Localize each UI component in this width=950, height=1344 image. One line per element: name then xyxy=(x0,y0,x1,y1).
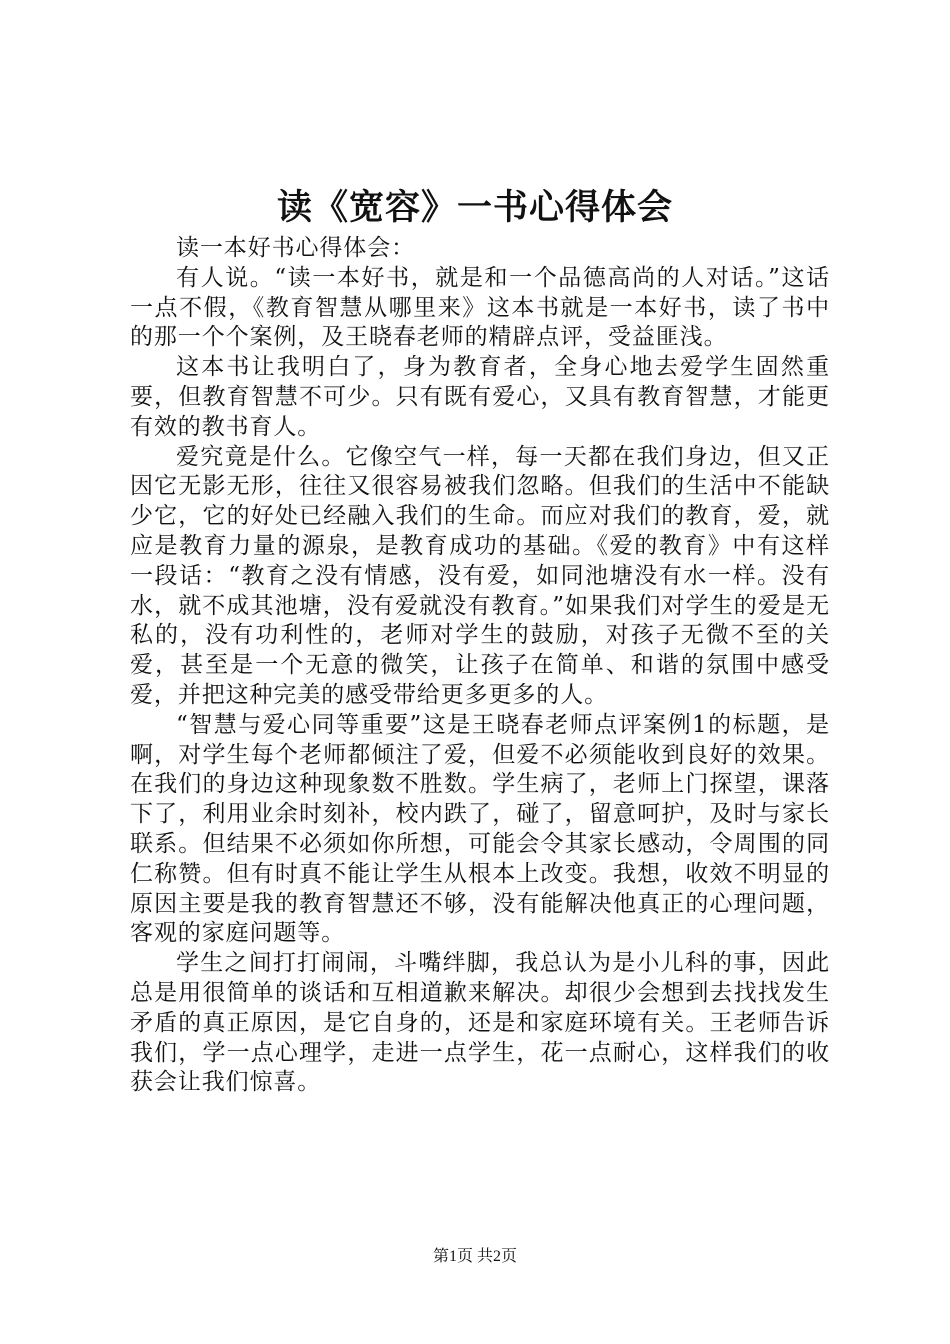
document-title: 读《宽容》一书心得体会 xyxy=(276,187,673,228)
paragraph-1: 有人说。“读一本好书，就是和一个品德高尚的人对话。”这话一点不假，《教育智慧从哪里来》这本书就是一本好书，读了书中的那一个个案例，及王晓春老师的精辟点评，受益匪浅。 xyxy=(130,264,830,351)
page-footer: 第1页 共2页 xyxy=(432,1248,517,1265)
paragraph-3: 爱究竟是什么。它像空气一样，每一天都在我们身边，但又正因它无影无形，往往又很容易被我们忽略。但我们的生活中不能缺少它，它的好处已经融入我们的生命。而应对我们的教育，爱，就应是教育力量的源泉，是教育成功的基础。《爱的教育》中有这样一段话：“教育之没有情感，没有爱，如同池塘没有水一样。没有水，就不成其池塘，没有爱就没有教育。”如果我们对学生的爱是无私的，没有功利性的，老师对学生的鼓励，对孩子无微不至的关爱，甚至是一个无意的微笑，让孩子在简单、和谐的氛围中感受爱，并把这种完美的感受带给更多更多的人。 xyxy=(130,443,830,708)
paragraph-5: 学生之间打打闹闹，斗嘴绊脚，我总认为是小儿科的事，因此总是用很简单的谈话和互相道歉来解决。却很少会想到去找找发生矛盾的真正原因，是它自身的，还是和家庭环境有关。王老师告诉我们，学一点心理学，走进一点学生，花一点耐心，这样我们的收获会让我们惊喜。 xyxy=(130,950,830,1096)
paragraph-intro: 读一本好书心得体会： xyxy=(176,235,415,261)
paragraph-4: “智慧与爱心同等重要”这是王晓春老师点评案例1的标题，是啊，对学生每个老师都倾注了爱，但爱不必须能收到良好的效果。在我们的身边这种现象数不胜数。学生病了，老师上门探望，课落下了，利用业余时刻补，校内跌了，碰了，留意呵护，及时与家长联系。但结果不必须如你所想，可能会令其家长感动，令周围的同仁称赞。但有时真不能让学生从根本上改变。我想，收效不明显的原因主要是我的教育智慧还不够，没有能解决他真正的心理问题，客观的家庭问题等。 xyxy=(130,711,830,947)
paragraph-2: 这本书让我明白了，身为教育者，全身心地去爱学生固然重要，但教育智慧不可少。只有既有爱心，又具有教育智慧，才能更有效的教书育人。 xyxy=(130,354,830,440)
document-body xyxy=(130,234,830,1098)
